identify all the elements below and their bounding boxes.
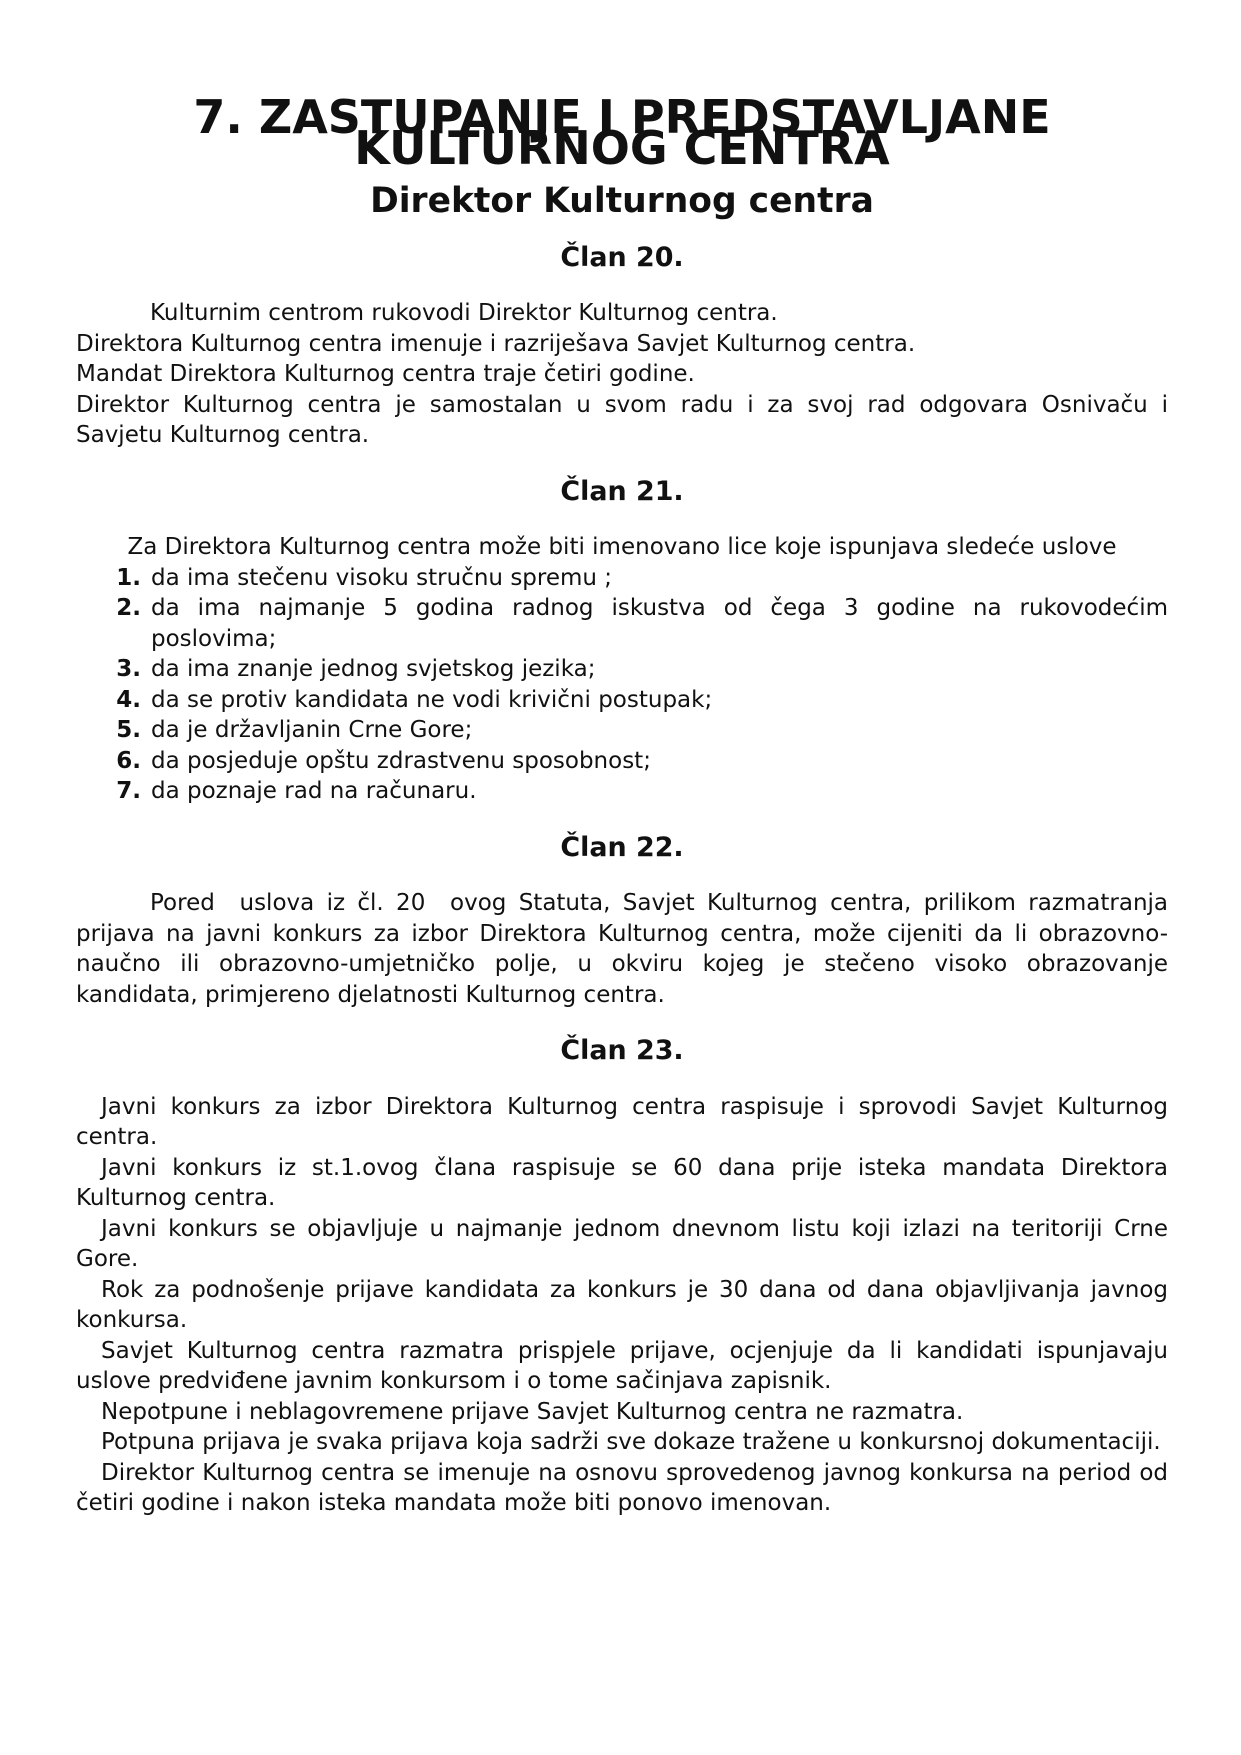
article-heading: Član 20. [560,241,684,273]
conditions-intro: Za Direktora Kulturnog centra može biti imenovano lice koje ispunjava sledeće uslove [127,534,1117,560]
article-paragraph: Direktor Kulturnog centra se imenuje na osnovu sprovedenog javnog konkursa na period od četiri godine i nakon isteka mandata može biti ponovo imenovan. [76,1459,1168,1516]
conditions-list [76,563,1168,807]
article-23 [76,1036,1168,1519]
section-title: 7. ZASTUPANJE I PREDSTAVLJANE KULTURNOG CENTRA [193,90,1051,175]
list-item-number: 5. [116,717,141,743]
list-item [76,746,1168,777]
article-20 [76,243,1168,451]
list-item [76,685,1168,716]
list-item [76,776,1168,807]
article-paragraph: Rok za podnošenje prijave kandidata za konkurs je 30 dana od dana objavljivanja javnog konkursa. [76,1276,1168,1333]
list-item-number: 1. [116,564,141,591]
article-paragraph: Direktora Kulturnog centra imenuje i razriješava Savjet Kulturnog centra. [76,330,916,357]
list-item [76,715,1168,746]
list-item-text: da poznaje rad na računaru. [151,778,477,804]
list-item-text: da posjeduje opštu zdrastvenu sposobnost; [151,747,651,774]
list-item-number: 2. [116,595,141,621]
article-paragraph: Kulturnim centrom rukovodi Direktor Kulturnog centra. [150,300,778,326]
list-item-number: 7. [116,778,141,804]
article-paragraph: Savjet Kulturnog centra razmatra prispjele prijave, ocjenjuje da li kandidati ispunjavaju uslove predviđene javnim konkursom i o tome sačinjava zapisnik. [76,1337,1168,1394]
list-item-number: 4. [116,686,141,713]
list-item [76,654,1168,685]
article-21 [76,477,1168,807]
list-item-text: da ima najmanje 5 godina radnog iskustva od čega 3 godine na rukovodećim poslovima; [151,595,1168,652]
article-paragraph: Direktor Kulturnog centra je samostalan u svom radu i za svoj rad odgovara Osnivaču i Savjetu Kulturnog centra. [76,391,1168,448]
list-item-text: da je državljanin Crne Gore; [151,717,473,743]
article-22 [76,831,1176,1011]
article-paragraph: Javni konkurs za izbor Direktora Kulturnog centra raspisuje i sprovodi Savjet Kulturnog centra. [76,1093,1168,1150]
article-paragraph: Nepotpune i neblagovremene prijave Savjet Kulturnog centra ne razmatra. [101,1398,964,1425]
article-paragraph: Pored uslova iz čl. 20 ovog Statuta, Savjet Kulturnog centra, prilikom razmatranja prijava na javni konkurs za izbor Direktora Kulturnog centra, može cijeniti da li obrazovno-naučno ili obrazovno-umjetničko polje, u okviru kojeg je stečeno visoko obrazovanje kandidata, primjereno djelatnosti Kulturnog centra. [76,890,1176,1008]
article-heading: Član 22. [560,831,684,863]
article-paragraph: Mandat Direktora Kulturnog centra traje četiri godine. [76,361,695,387]
list-item-text: da se protiv kandidata ne vodi krivični postupak; [151,686,713,713]
list-item-number: 6. [116,747,141,774]
document-page [76,90,1176,1519]
list-item-number: 3. [116,656,141,682]
section-subtitle: Direktor Kulturnog centra [370,181,874,221]
list-item [76,593,1168,654]
list-item-text: da ima stečenu visoku stručnu spremu ; [151,564,613,591]
list-item [76,563,1168,594]
article-paragraph: Javni konkurs iz st.1.ovog člana raspisuje se 60 dana prije isteka mandata Direktora Kulturnog centra. [76,1154,1168,1211]
list-item-text: da ima znanje jednog svjetskog jezika; [151,656,596,682]
article-paragraph: Potpuna prijava je svaka prijava koja sadrži sve dokaze tražene u konkursnoj dokumentaciji. [101,1429,1161,1455]
article-heading: Član 21. [560,475,684,507]
article-heading: Član 23. [560,1035,684,1066]
article-paragraph: Javni konkurs se objavljuje u najmanje jednom dnevnom listu koji izlazi na teritoriji Crne Gore. [76,1215,1168,1272]
